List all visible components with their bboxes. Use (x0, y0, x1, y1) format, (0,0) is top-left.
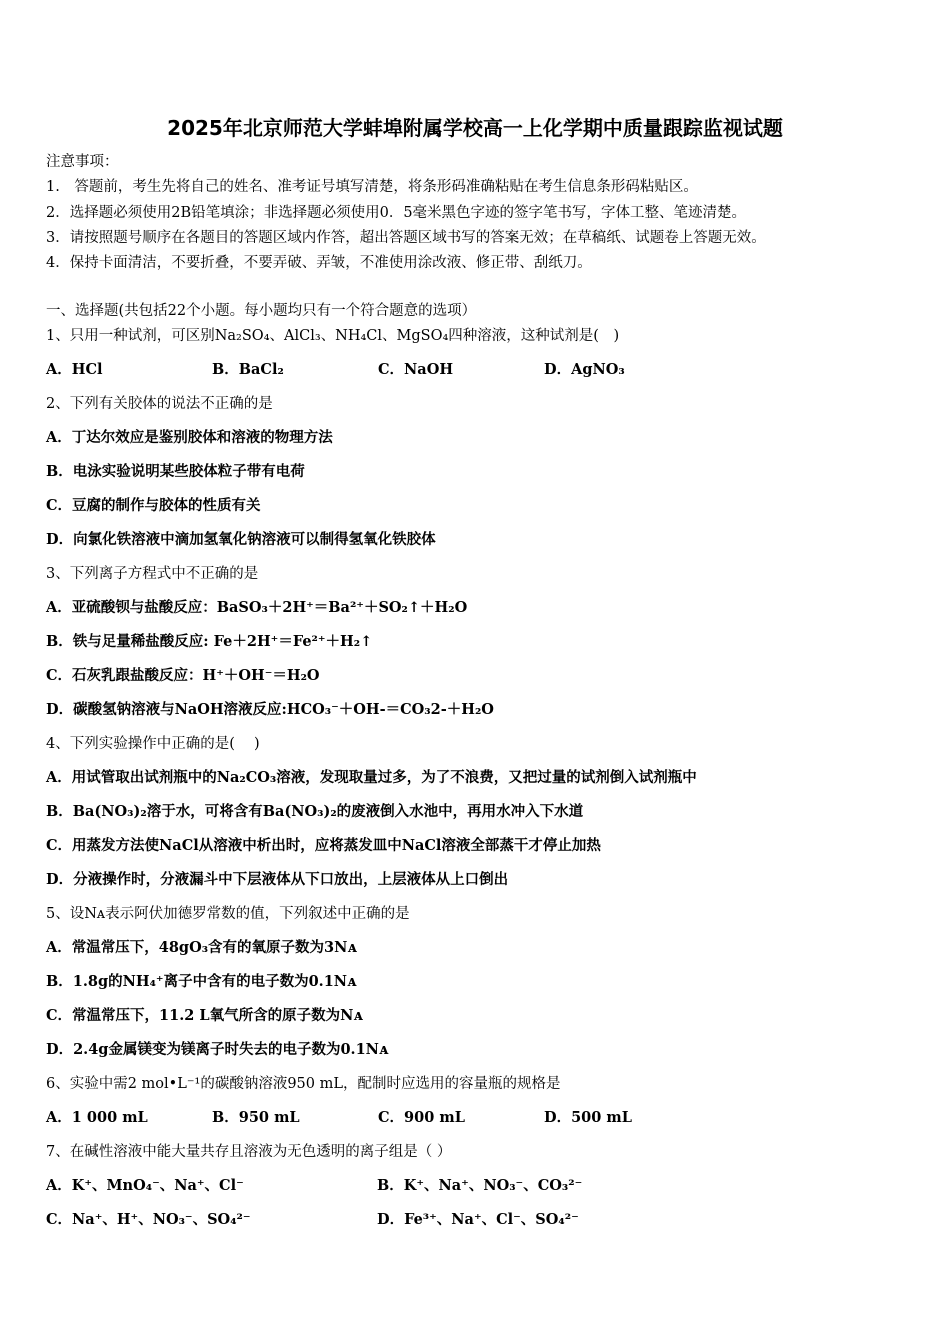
document-title: 2025年北京师范大学蚌埠附属学校高一上化学期中质量跟踪监视试题 (167, 116, 783, 140)
note-item: 4．保持卡面清洁，不要折叠，不要弄破、弄皱，不准使用涂改液、修正带、刮纸刀。 (46, 255, 592, 272)
option-d: D．碳酸氢钠溶液与NaOH溶液反应:HCO₃⁻＋OH-＝CO₃2-＋H₂O (46, 701, 494, 718)
question-stem: 5、设Nᴀ表示阿伏加德罗常数的值，下列叙述中正确的是 (46, 906, 410, 922)
option-c: C．Na⁺、H⁺、NO₃⁻、SO₄²⁻ (46, 1211, 251, 1228)
option-d: D．Fe³⁺、Na⁺、Cl⁻、SO₄²⁻ (377, 1211, 579, 1228)
question-stem: 2、下列有关胶体的说法不正确的是 (46, 396, 273, 412)
option-b: B．BaCl₂ (212, 361, 284, 378)
option-row (46, 1173, 710, 1207)
question-stem: 1、只用一种试剂，可区别Na₂SO₄、AlCl₃、NH₄Cl、MgSO₄四种溶液，这种试剂是( ) (46, 328, 620, 344)
option-c: C．豆腐的制作与胶体的性质有关 (46, 497, 261, 514)
note-item: 1. 答题前，考生先将自己的姓名、准考证号填写清楚，将条形码准确粘贴在考生信息条形码粘贴区。 (46, 179, 698, 196)
option-b: B．铁与足量稀盐酸反应: Fe＋2H⁺＝Fe²⁺＋H₂↑ (46, 633, 373, 650)
question-stem: 4、下列实验操作中正确的是( ) (46, 736, 260, 752)
option-a: A．K⁺、MnO₄⁻、Na⁺、Cl⁻ (46, 1177, 244, 1194)
notes-section (46, 150, 766, 276)
questions-section (46, 298, 710, 1241)
option-b: B．K⁺、Na⁺、NO₃⁻、CO₃²⁻ (377, 1177, 583, 1194)
option-c: C．NaOH (378, 361, 454, 378)
question-stem: 7、在碱性溶液中能大量共存且溶液为无色透明的离子组是（ ） (46, 1144, 452, 1160)
option-d: D．500 mL (544, 1109, 632, 1126)
option-b: B．1.8g的NH₄⁺离子中含有的电子数为0.1Nᴀ (46, 973, 357, 990)
section-heading: 一、选择题(共包括22个小题。每小题均只有一个符合题意的选项） (46, 303, 477, 319)
option-a: A．亚硫酸钡与盐酸反应：BaSO₃＋2H⁺＝Ba²⁺＋SO₂↑＋H₂O (46, 599, 468, 616)
option-row (46, 357, 710, 391)
question-stem: 6、实验中需2 mol•L⁻¹的碳酸钠溶液950 mL，配制时应选用的容量瓶的规格是 (46, 1076, 561, 1092)
option-c: C．常温常压下，11.2 L氧气所含的原子数为Nᴀ (46, 1007, 363, 1024)
option-row (46, 1207, 710, 1241)
option-d: D．2.4g金属镁变为镁离子时失去的电子数为0.1Nᴀ (46, 1041, 389, 1058)
option-b: B．Ba(NO₃)₂溶于水，可将含有Ba(NO₃)₂的废液倒入水池中，再用水冲入下水道 (46, 803, 584, 820)
note-item: 3．请按照题号顺序在各题目的答题区域内作答，超出答题区域书写的答案无效；在草稿纸、试题卷上答题无效。 (46, 229, 766, 246)
option-row (46, 1105, 710, 1139)
option-b: B．950 mL (212, 1109, 300, 1126)
option-a: A．丁达尔效应是鉴别胶体和溶液的物理方法 (46, 429, 333, 446)
option-b: B．电泳实验说明某些胶体粒子带有电荷 (46, 463, 305, 480)
notes-heading: 注意事项： (46, 154, 119, 170)
option-a: A．常温常压下，48gO₃含有的氧原子数为3Nᴀ (46, 939, 357, 956)
question-stem: 3、下列离子方程式中不正确的是 (46, 566, 259, 582)
option-a: A．1 000 mL (46, 1109, 148, 1126)
option-a: A．用试管取出试剂瓶中的Na₂CO₃溶液，发现取量过多，为了不浪费，又把过量的试剂倒入试剂瓶中 (46, 769, 697, 786)
option-c: C．900 mL (378, 1109, 465, 1126)
option-c: C．用蒸发方法使NaCl从溶液中析出时，应将蒸发皿中NaCl溶液全部蒸干才停止加热 (46, 837, 601, 854)
option-d: D．向氯化铁溶液中滴加氢氧化钠溶液可以制得氢氧化铁胶体 (46, 531, 436, 548)
option-a: A．HCl (46, 361, 103, 378)
option-d: D．AgNO₃ (544, 361, 625, 378)
option-c: C．石灰乳跟盐酸反应：H⁺＋OH⁻＝H₂O (46, 667, 320, 684)
note-item: 2．选择题必须使用2B铅笔填涂；非选择题必须使用0．5毫米黑色字迹的签字笔书写，字体工整、笔迹清楚。 (46, 204, 747, 221)
option-d: D．分液操作时，分液漏斗中下层液体从下口放出，上层液体从上口倒出 (46, 871, 509, 888)
